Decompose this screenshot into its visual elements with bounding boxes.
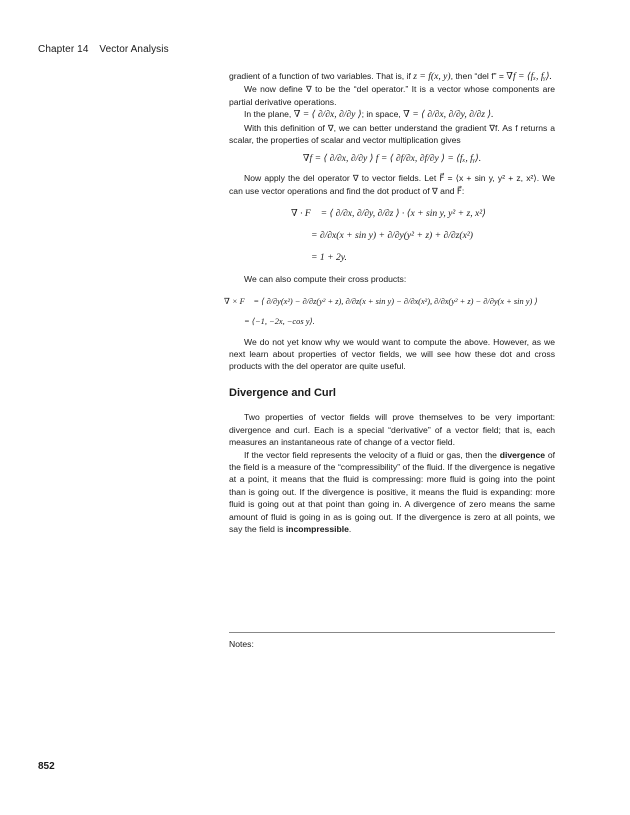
paragraph-divergence <box>229 449 555 536</box>
p9-end: . <box>348 523 352 534</box>
dot-line-3: = 1 + 2y. <box>311 252 347 264</box>
paragraph-usefulness: We do not yet know why we would want to compute the above. However, as we next learn about properties of vector fields, we will see how these dot and cross products with the del operator are quite useful. <box>229 336 555 372</box>
p9-text-b: of the field is a measure of the “compressibility” of the fluid. If the divergence is negative at a point, it means that the fluid is compressing: more fluid is going into the point than is going out. If the divergence is positive, it means the fluid is expanding: more fluid is going out at that point than going in. A divergence of zero means the same amount of fluid is going in as is going out. If the divergence is zero at all points, we say the field is <box>229 449 556 534</box>
paragraph-del-operator: We now define ∇ to be the “del operator.” It is a vector whose components are partial derivative operations. <box>229 84 555 107</box>
p3-plane-equation: ∇ = ⟨ ∂/∂x, ∂/∂y ⟩ <box>293 109 362 121</box>
chapter-title: Vector Analysis <box>99 44 169 55</box>
term-divergence: divergence <box>499 449 546 460</box>
equation-gradient: ∇f = ⟨ ∂/∂x, ∂/∂y ⟩ f = ⟨ ∂f/∂x, ∂f/∂y ⟩ = ⟨fₓ, fᵧ⟩. <box>302 153 482 165</box>
running-header <box>38 44 169 55</box>
p1-equation: ∇f = ⟨fₓ, fᵧ⟩. <box>506 71 552 82</box>
p1-math: z = f(x, y) <box>413 71 451 82</box>
p9-text-a: If the vector field represents the velocity of a fluid or gas, then the <box>244 449 497 460</box>
paragraph-vector-field: Now apply the del operator ∇ to vector fields. Let F⃗ = ⟨x + sin y, y² + z, x²⟩. We can use vector operations and find the dot product of ∇ and F⃗: <box>229 173 555 196</box>
paragraph-del-definition <box>229 108 555 121</box>
paragraph-two-properties: Two properties of vector fields will prove themselves to be very important: divergence and curl. Each is a special “derivative” of a vector field; that is, each measures an instantaneous rate of change of a vector field. <box>229 412 555 448</box>
dot-line-1: ∇ · F⃗ = ⟨ ∂/∂x, ∂/∂y, ∂/∂z ⟩ · ⟨x + sin y, y² + z, x²⟩ <box>291 208 486 220</box>
paragraph-gradient-intro <box>229 70 555 83</box>
term-incompressible: incompressible <box>285 523 349 534</box>
paragraph-gradient-understanding: With this definition of ∇, we can better understand the gradient ∇f. As f returns a scalar, the properties of scalar and vector multiplication gives <box>229 122 555 146</box>
cross-line-2: = ⟨−1, −2x, −cos y⟩. <box>244 316 315 326</box>
dot-line-2: = ∂/∂x(x + sin y) + ∂/∂y(y² + z) + ∂/∂z(x²) <box>311 230 473 242</box>
p3-plane-text: In the plane, <box>244 109 292 120</box>
p1-then: , then “del f” = <box>450 71 504 81</box>
p1-text: gradient of a function of two variables. That is, if <box>229 71 411 81</box>
notes-divider <box>229 632 555 633</box>
page-number: 852 <box>38 761 55 772</box>
equation-cross-product <box>224 292 555 332</box>
main-column <box>224 70 556 535</box>
cross-line-1: ∇ × F⃗ = ⟨ ∂/∂y(x²) − ∂/∂z(y² + z), ∂/∂z(x + sin y) − ∂/∂x(x²), ∂/∂x(y² + z) − ∂/∂y(x + sin y) ⟩ <box>224 296 538 306</box>
p3-space-equation: ∇ = ⟨ ∂/∂x, ∂/∂y, ∂/∂z ⟩. <box>403 109 494 121</box>
section-heading: Divergence and Curl <box>229 386 336 399</box>
chapter-label: Chapter 14 <box>38 44 89 55</box>
notes-label: Notes: <box>229 639 254 649</box>
paragraph-cross-intro: We can also compute their cross products: <box>244 274 407 285</box>
p3-space-text: ; in space, <box>361 109 401 120</box>
equation-dot-product <box>291 203 555 269</box>
